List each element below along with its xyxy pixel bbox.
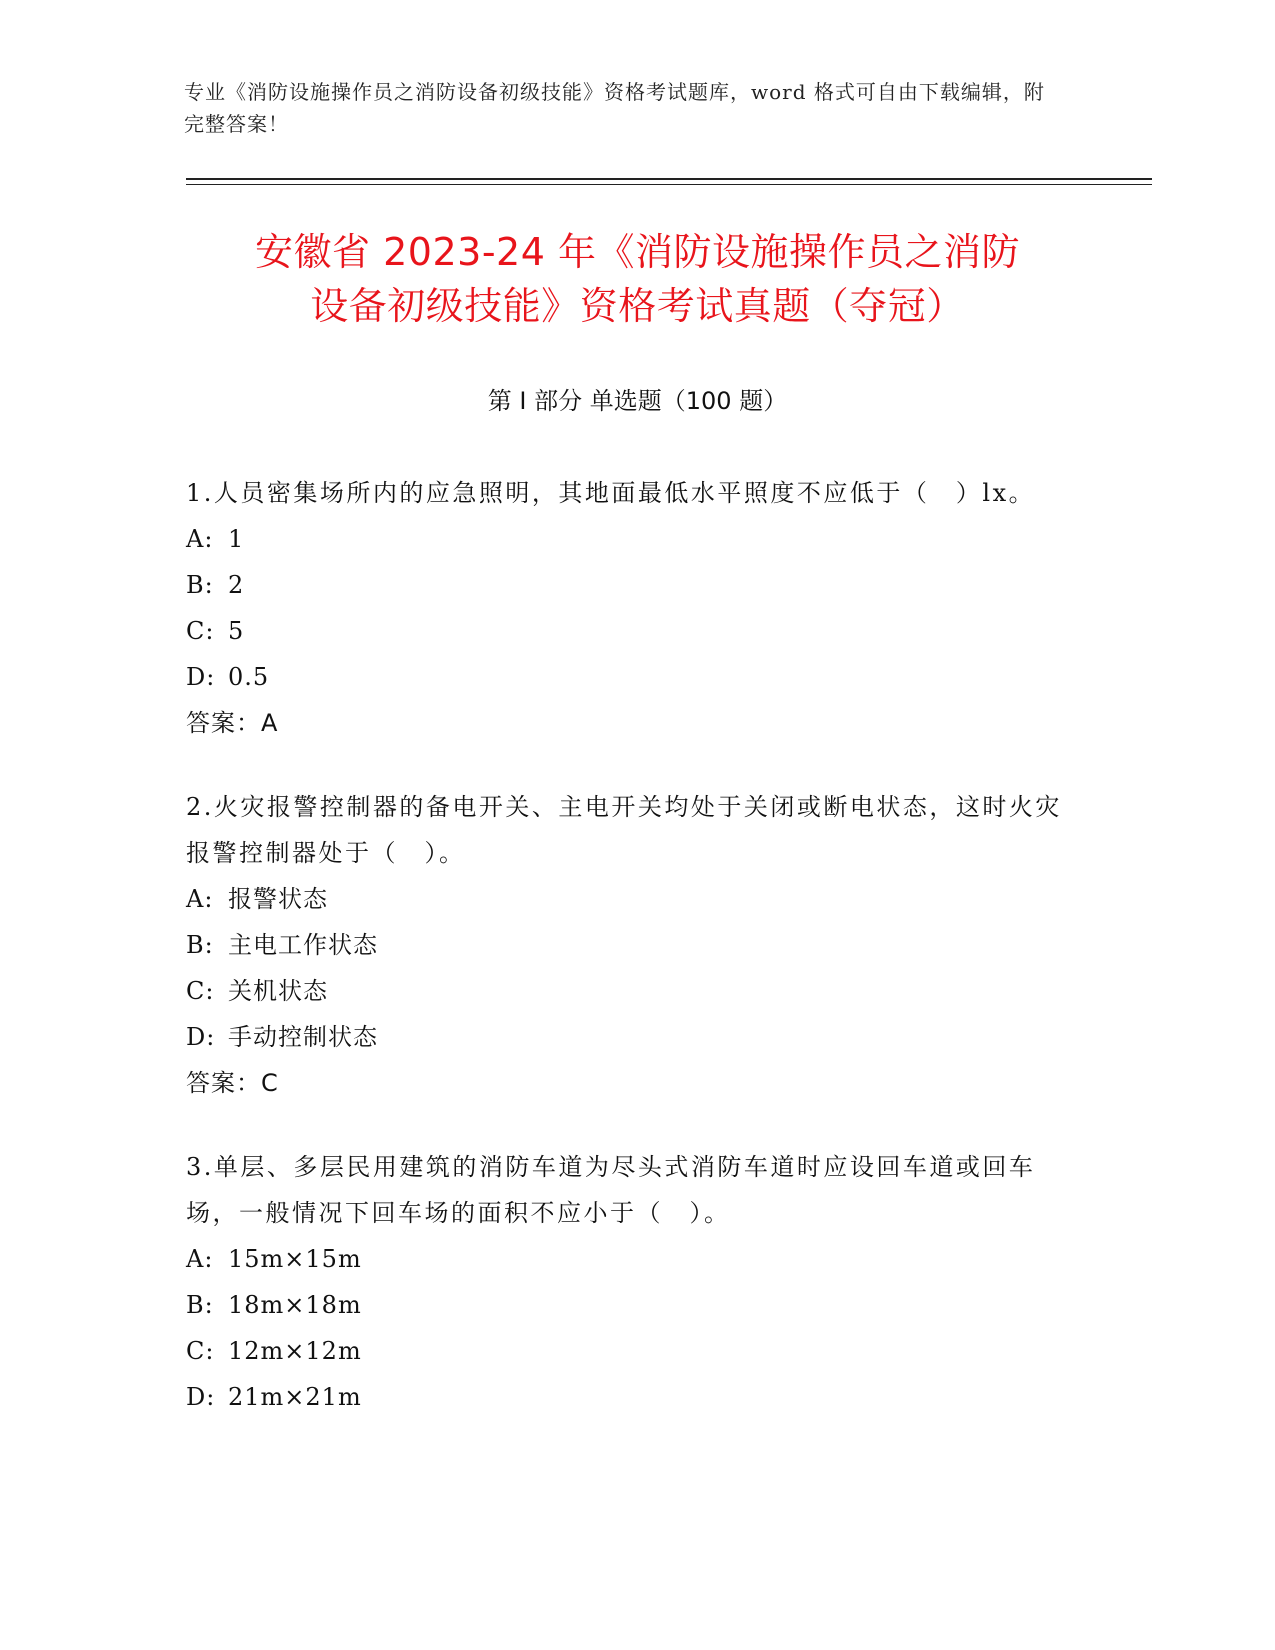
- option-text: 15m×15m: [228, 1245, 362, 1273]
- question-option-c: [186, 1328, 1066, 1374]
- question-option-c: [186, 608, 1066, 654]
- option-text: 18m×18m: [228, 1291, 362, 1319]
- question-item: [186, 1144, 1066, 1420]
- question-answer: 答案：C: [186, 1069, 279, 1097]
- question-option-c: [186, 968, 1066, 1014]
- question-option-a: [186, 1236, 1066, 1282]
- document-title-line-1: 安徽省 2023-24 年《消防设施操作员之消防: [255, 230, 1020, 274]
- option-text: 关机状态: [228, 977, 328, 1005]
- question-stem: 1.人员密集场所内的应急照明，其地面最低水平照度不应低于（ ）lx。: [186, 479, 1036, 507]
- option-key: D:: [186, 1023, 216, 1051]
- option-text: 主电工作状态: [228, 931, 378, 959]
- option-text: 12m×12m: [228, 1337, 362, 1365]
- option-key: A:: [186, 525, 214, 553]
- question-item: [186, 784, 1066, 1106]
- section-title: 第 I 部分 单选题（100 题）: [487, 387, 788, 415]
- option-key: B:: [186, 571, 214, 599]
- question-option-a: [186, 876, 1066, 922]
- option-key: C:: [186, 617, 215, 645]
- question-option-d: [186, 654, 1066, 700]
- question-option-d: [186, 1014, 1066, 1060]
- option-text: 1: [228, 525, 245, 553]
- question-list: [186, 470, 1066, 1458]
- option-text: 21m×21m: [228, 1383, 362, 1411]
- document-title-line-2: 设备初级技能》资格考试真题（夺冠）: [310, 284, 965, 328]
- option-text: 0.5: [228, 663, 270, 691]
- question-answer: 答案：A: [186, 709, 279, 737]
- option-text: 5: [228, 617, 245, 645]
- option-text: 报警状态: [228, 885, 328, 913]
- question-option-b: [186, 1282, 1066, 1328]
- header-note: 专业《消防设施操作员之消防设备初级技能》资格考试题库，word 格式可自由下载编辑，附完整答案！: [184, 80, 1045, 136]
- header-divider-thin: [186, 184, 1152, 185]
- question-stem: 3.单层、多层民用建筑的消防车道为尽头式消防车道时应设回车道或回车场，一般情况下回车场的面积不应小于（ ）。: [186, 1153, 1036, 1227]
- option-key: B:: [186, 1291, 214, 1319]
- option-text: 2: [228, 571, 245, 599]
- question-option-a: [186, 516, 1066, 562]
- option-key: C:: [186, 977, 215, 1005]
- document-title: [150, 225, 1125, 333]
- question-option-d: [186, 1374, 1066, 1420]
- option-key: D:: [186, 663, 216, 691]
- option-key: D:: [186, 1383, 216, 1411]
- question-stem: 2.火灾报警控制器的备电开关、主电开关均处于关闭或断电状态，这时火灾报警控制器处于（ ）。: [186, 793, 1062, 867]
- question-option-b: [186, 562, 1066, 608]
- question-item: [186, 470, 1066, 746]
- option-key: A:: [186, 885, 214, 913]
- question-option-b: [186, 922, 1066, 968]
- header-divider-thick: [186, 178, 1152, 180]
- option-key: A:: [186, 1245, 214, 1273]
- option-key: B:: [186, 931, 214, 959]
- option-text: 手动控制状态: [228, 1023, 378, 1051]
- option-key: C:: [186, 1337, 215, 1365]
